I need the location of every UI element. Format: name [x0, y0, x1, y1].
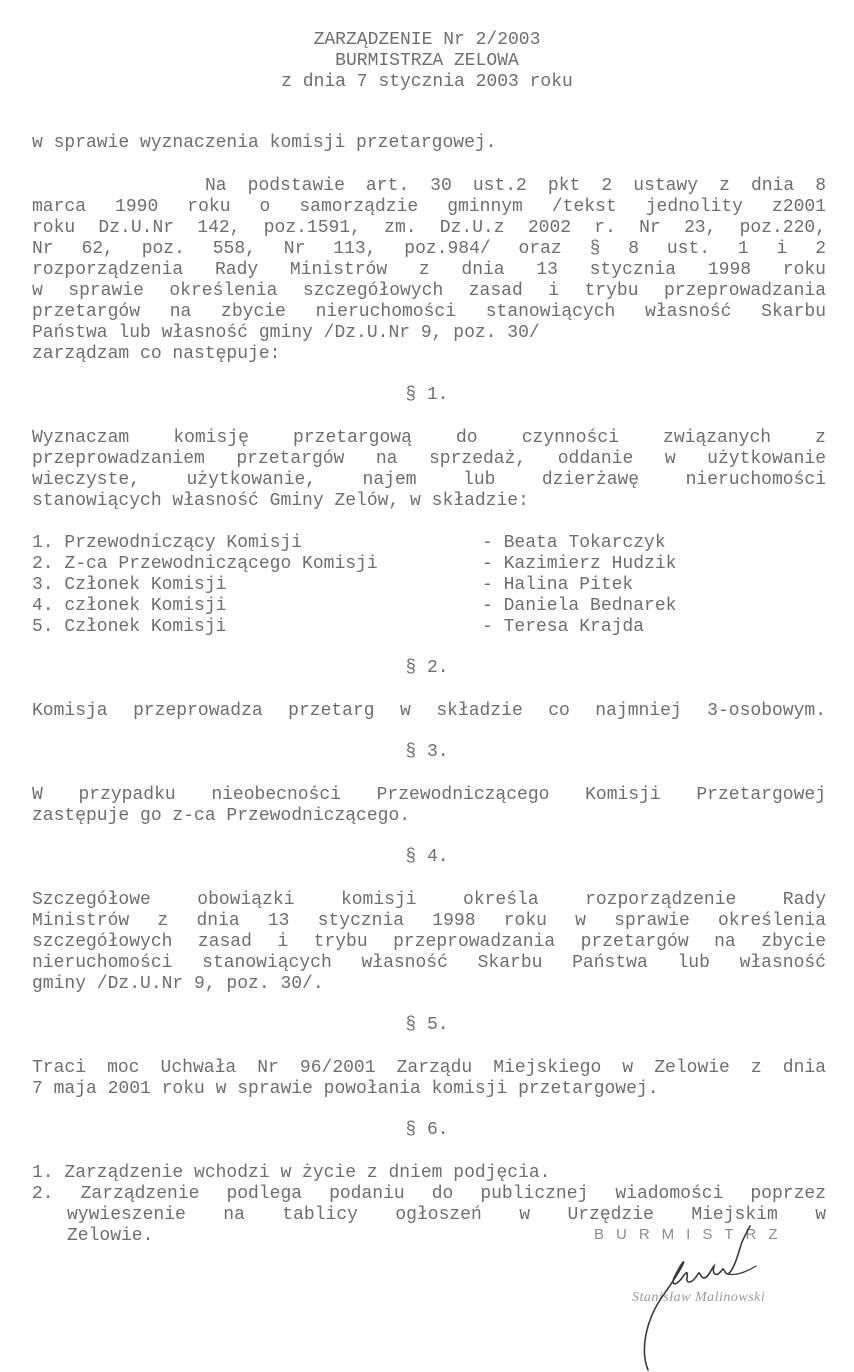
section-text-line: gminy /Dz.U.Nr 9, poz. 30/.	[32, 974, 324, 994]
member-role: 4. członek Komisji	[32, 596, 227, 616]
final-provision-item: 1. Zarządzenie wchodzi w życie z dniem podjęcia.	[32, 1163, 551, 1183]
section-text-line: stanowiących własność Gminy Zelów, w składzie:	[32, 491, 529, 511]
document-title: ZARZĄDZENIE Nr 2/2003	[313, 30, 541, 50]
member-name: - Kazimierz Hudzik	[482, 554, 677, 574]
mayor-stamp	[590, 1222, 840, 1372]
section-heading: § 1.	[405, 385, 449, 405]
section-heading: § 5.	[405, 1015, 449, 1035]
preamble-line: Państwa lub własność gminy /Dz.U.Nr 9, poz. 30/	[32, 323, 540, 343]
section-heading: § 3.	[405, 742, 449, 762]
section-text-line: zastępuje go z-ca Przewodniczącego.	[32, 806, 411, 826]
preamble-closing: zarządzam co następuje:	[32, 344, 281, 364]
member-name: - Daniela Bednarek	[482, 596, 677, 616]
member-role: 2. Z-ca Przewodniczącego Komisji	[32, 554, 378, 574]
preamble-line: przetargów na zbycie nieruchomości stanowiących własność Skarbu	[32, 302, 826, 322]
section-text-line: nieruchomości stanowiących własność Skarbu Państwa lub własność	[32, 953, 826, 973]
stamp-name: Stanisław Malinowski	[632, 1290, 766, 1305]
final-provision-item: 2. Zarządzenie podlega podaniu do publicznej wiadomości poprzez	[32, 1184, 826, 1204]
section-text-line: Wyznaczam komisję przetargową do czynności związanych z	[32, 428, 826, 448]
final-provision-item: wywieszenie na tablicy ogłoszeń w Urzędzie Miejskim w	[67, 1205, 826, 1225]
preamble-line: roku Dz.U.Nr 142, poz.1591, zm. Dz.U.z 2002 r. Nr 23, poz.220,	[32, 218, 826, 238]
preamble-line: Nr 62, poz. 558, Nr 113, poz.984/ oraz § 8 ust. 1 i 2	[32, 239, 826, 259]
document-subject: w sprawie wyznaczenia komisji przetargowej.	[32, 133, 497, 153]
section-text-line: 7 maja 2001 roku w sprawie powołania komisji przetargowej.	[32, 1079, 659, 1099]
section-text-line: wieczyste, użytkowanie, najem lub dzierżawę nieruchomości	[32, 470, 826, 490]
member-name: - Halina Pitek	[482, 575, 634, 595]
section-heading: § 2.	[405, 658, 449, 678]
preamble-line: w sprawie określenia szczegółowych zasad i trybu przeprowadzania	[32, 281, 826, 301]
section-text-line: szczegółowych zasad i trybu przeprowadzania przetargów na zbycie	[32, 932, 826, 952]
member-role: 3. Członek Komisji	[32, 575, 227, 595]
section-text-line: przeprowadzaniem przetargów na sprzedaż, oddanie w użytkowanie	[32, 449, 826, 469]
member-name: - Beata Tokarczyk	[482, 533, 666, 553]
preamble-line: Na podstawie art. 30 ust.2 pkt 2 ustawy z dnia 8	[205, 176, 826, 196]
section-heading: § 4.	[405, 847, 449, 867]
section-text-line: W przypadku nieobecności Przewodniczącego Komisji Przetargowej	[32, 785, 826, 805]
preamble-line: marca 1990 roku o samorządzie gminnym /tekst jednolity z2001	[32, 197, 826, 217]
section-heading: § 6.	[405, 1120, 449, 1140]
section-text-line: Traci moc Uchwała Nr 96/2001 Zarządu Miejskiego w Zelowie z dnia	[32, 1058, 826, 1078]
final-provision-item: Zelowie.	[67, 1226, 154, 1246]
member-role: 5. Członek Komisji	[32, 617, 227, 637]
section-text-line: Ministrów z dnia 13 stycznia 1998 roku w sprawie określenia	[32, 911, 826, 931]
section-text-line: Komisja przeprowadza przetarg w składzie co najmniej 3-osobowym.	[32, 701, 826, 721]
preamble-line: rozporządzenia Rady Ministrów z dnia 13 stycznia 1998 roku	[32, 260, 826, 280]
stamp-title: BURMISTRZ	[594, 1226, 790, 1243]
document-issuer: BURMISTRZA ZELOWA	[335, 51, 519, 71]
member-name: - Teresa Krajda	[482, 617, 645, 637]
signature-icon	[590, 1222, 840, 1372]
section-text-line: Szczegółowe obowiązki komisji określa rozporządzenie Rady	[32, 890, 826, 910]
document-date: z dnia 7 stycznia 2003 roku	[281, 72, 573, 92]
member-role: 1. Przewodniczący Komisji	[32, 533, 303, 553]
